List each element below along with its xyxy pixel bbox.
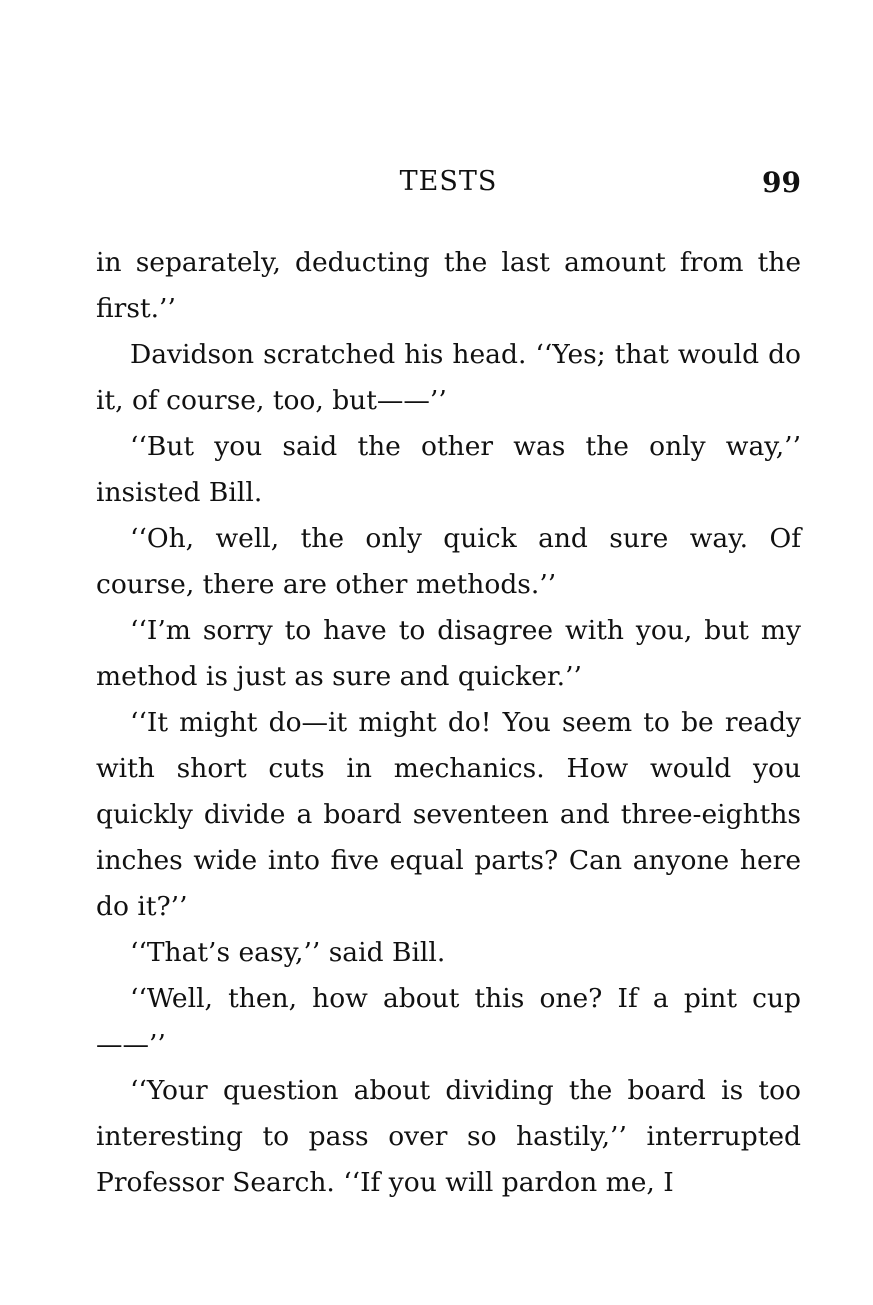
- body-text: [96, 240, 801, 1206]
- paragraph: ‘‘I’m sorry to have to disagree with you, but my method is just as sure and quicker.’’: [96, 615, 801, 692]
- page-number: 99: [762, 166, 801, 199]
- paragraph: ‘‘Your question about dividing the board is too interesting to pass over so hastily,’’ interrupted Professor Search. ‘‘If you will pardon me, I: [96, 1075, 801, 1198]
- paragraph: ‘‘That’s easy,’’ said Bill.: [130, 937, 446, 968]
- paragraph: in separately, deducting the last amount from the first.’’: [96, 247, 801, 324]
- paragraph: ‘‘Oh, well, the only quick and sure way. Of course, there are other methods.’’: [96, 523, 801, 600]
- paragraph: ‘‘Well, then, how about this one? If a pint cup——’’: [96, 983, 801, 1060]
- page-header: [96, 166, 801, 202]
- paragraph: ‘‘It might do—it might do! You seem to be ready with short cuts in mechanics. How would you quickly divide a board seventeen and three-eighths inches wide into five equal parts? Can anyone here do it?’’: [96, 707, 801, 922]
- paragraph: Davidson scratched his head. ‘‘Yes; that would do it, of course, too, but——’’: [96, 339, 801, 416]
- paragraph: ‘‘But you said the other was the only way,’’ insisted Bill.: [96, 431, 801, 508]
- running-head: TESTS: [399, 166, 498, 197]
